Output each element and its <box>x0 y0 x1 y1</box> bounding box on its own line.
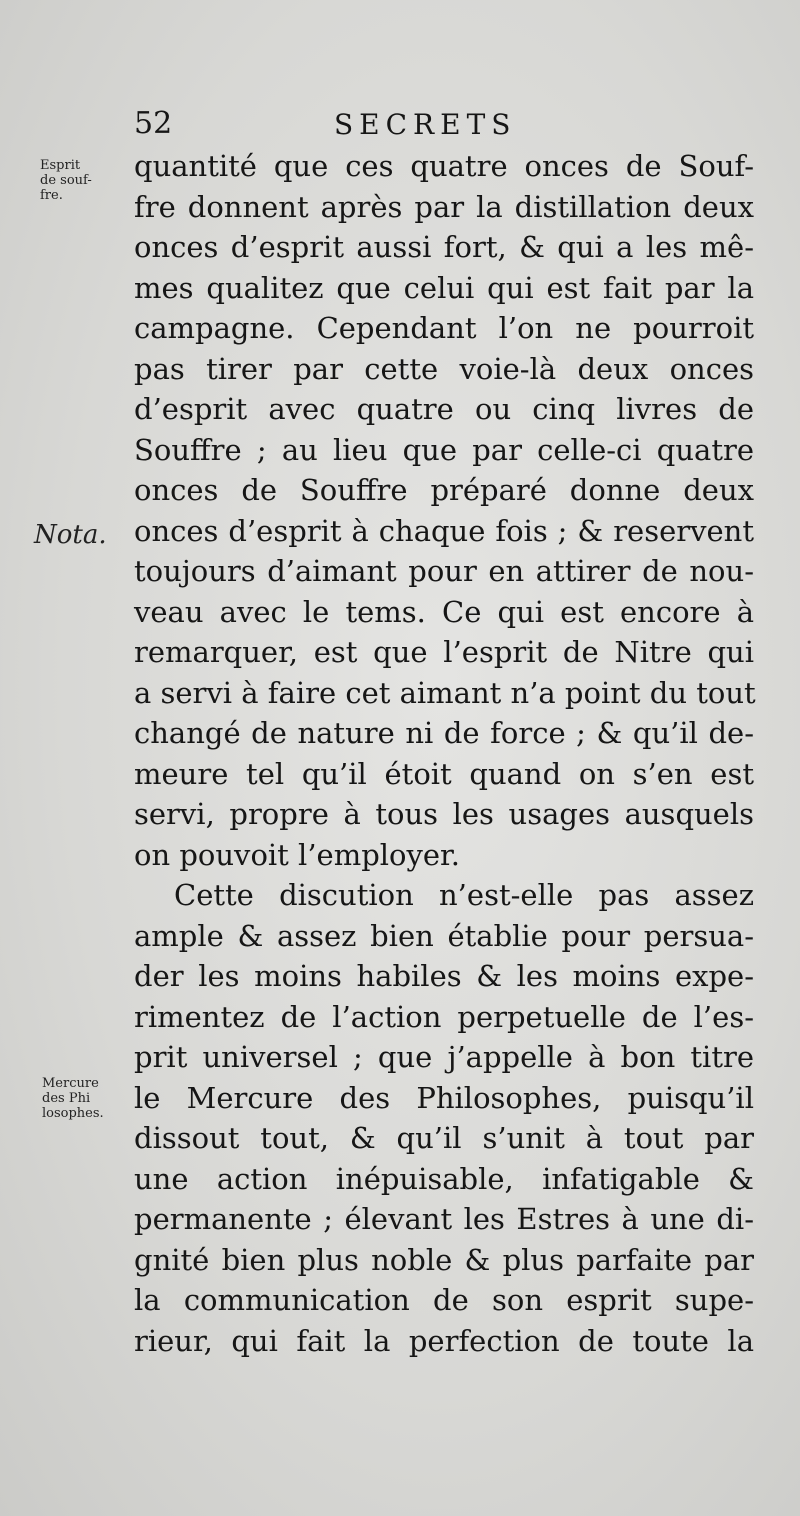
text-line: pas tirer par cette voie-là deux onces <box>134 351 754 386</box>
text-line: changé de nature ni de force ; & qu’il de- <box>134 716 754 750</box>
text-line: permanente ; élevant les Estres à une di- <box>134 1202 754 1236</box>
text-line: meure tel qu’il étoit quand on s’en est <box>134 756 754 791</box>
page-header <box>134 106 754 146</box>
text-line: der les moins habiles & les moins expe- <box>134 959 754 993</box>
text-line: gnité bien plus noble & plus parfaite par <box>134 1242 754 1277</box>
paragraph-end-line: on pouvoit l’employer. <box>134 837 460 872</box>
text-line: d’esprit avec quatre ou cinq livres de <box>134 392 754 426</box>
text-line: quantité que ces quatre onces de Souf- <box>134 149 754 183</box>
text-line: campagne. Cependant l’on ne pourroit <box>134 311 754 345</box>
text-line: fre donnent après par la distillation deux <box>134 189 754 224</box>
text-line: ample & assez bien établie pour persua- <box>134 918 754 953</box>
text-line: la communication de son esprit supe- <box>134 1283 754 1317</box>
text-line: une action inépuisable, infatigable & <box>134 1161 754 1196</box>
paragraph-start-line: Cette discution n’est-elle pas assez <box>174 878 754 912</box>
text-line: rimentez de l’action perpetuelle de l’es- <box>134 999 754 1034</box>
body-text <box>134 146 754 1361</box>
running-title: SECRETS <box>334 108 517 141</box>
text-line: onces d’esprit aussi fort, & qui a les mê- <box>134 230 754 264</box>
text-line: prit universel ; que j’appelle à bon titre <box>134 1040 754 1074</box>
text-line: rieur, qui fait la perfection de toute la <box>134 1323 754 1358</box>
text-line: toujours d’aimant pour en attirer de nou- <box>134 554 754 588</box>
text-line: veau avec le tems. Ce qui est encore à <box>134 594 754 629</box>
text-line: onces de Souffre préparé donne deux <box>134 473 754 507</box>
text-line: mes qualitez que celui qui est fait par la <box>134 270 754 305</box>
margin-note-nota: Nota. <box>34 520 107 550</box>
text-line: dissout tout, & qu’il s’unit à tout par <box>134 1121 754 1155</box>
margin-note-mercure: Mercure des Phi losophes. <box>42 1076 104 1121</box>
page-number: 52 <box>134 106 173 141</box>
margin-note-esprit-de-souffre: Esprit de souf- fre. <box>40 158 92 203</box>
text-line: le Mercure des Philosophes, puisqu’il <box>134 1080 754 1115</box>
text-line: a servi à faire cet aimant n’a point du tout <box>134 675 756 710</box>
text-line: Souffre ; au lieu que par celle-ci quatre <box>134 432 754 467</box>
text-line: onces d’esprit à chaque fois ; & reservent <box>134 513 754 548</box>
text-line: servi, propre à tous les usages ausquels <box>134 797 754 831</box>
text-line: remarquer, est que l’esprit de Nitre qui <box>134 635 754 669</box>
